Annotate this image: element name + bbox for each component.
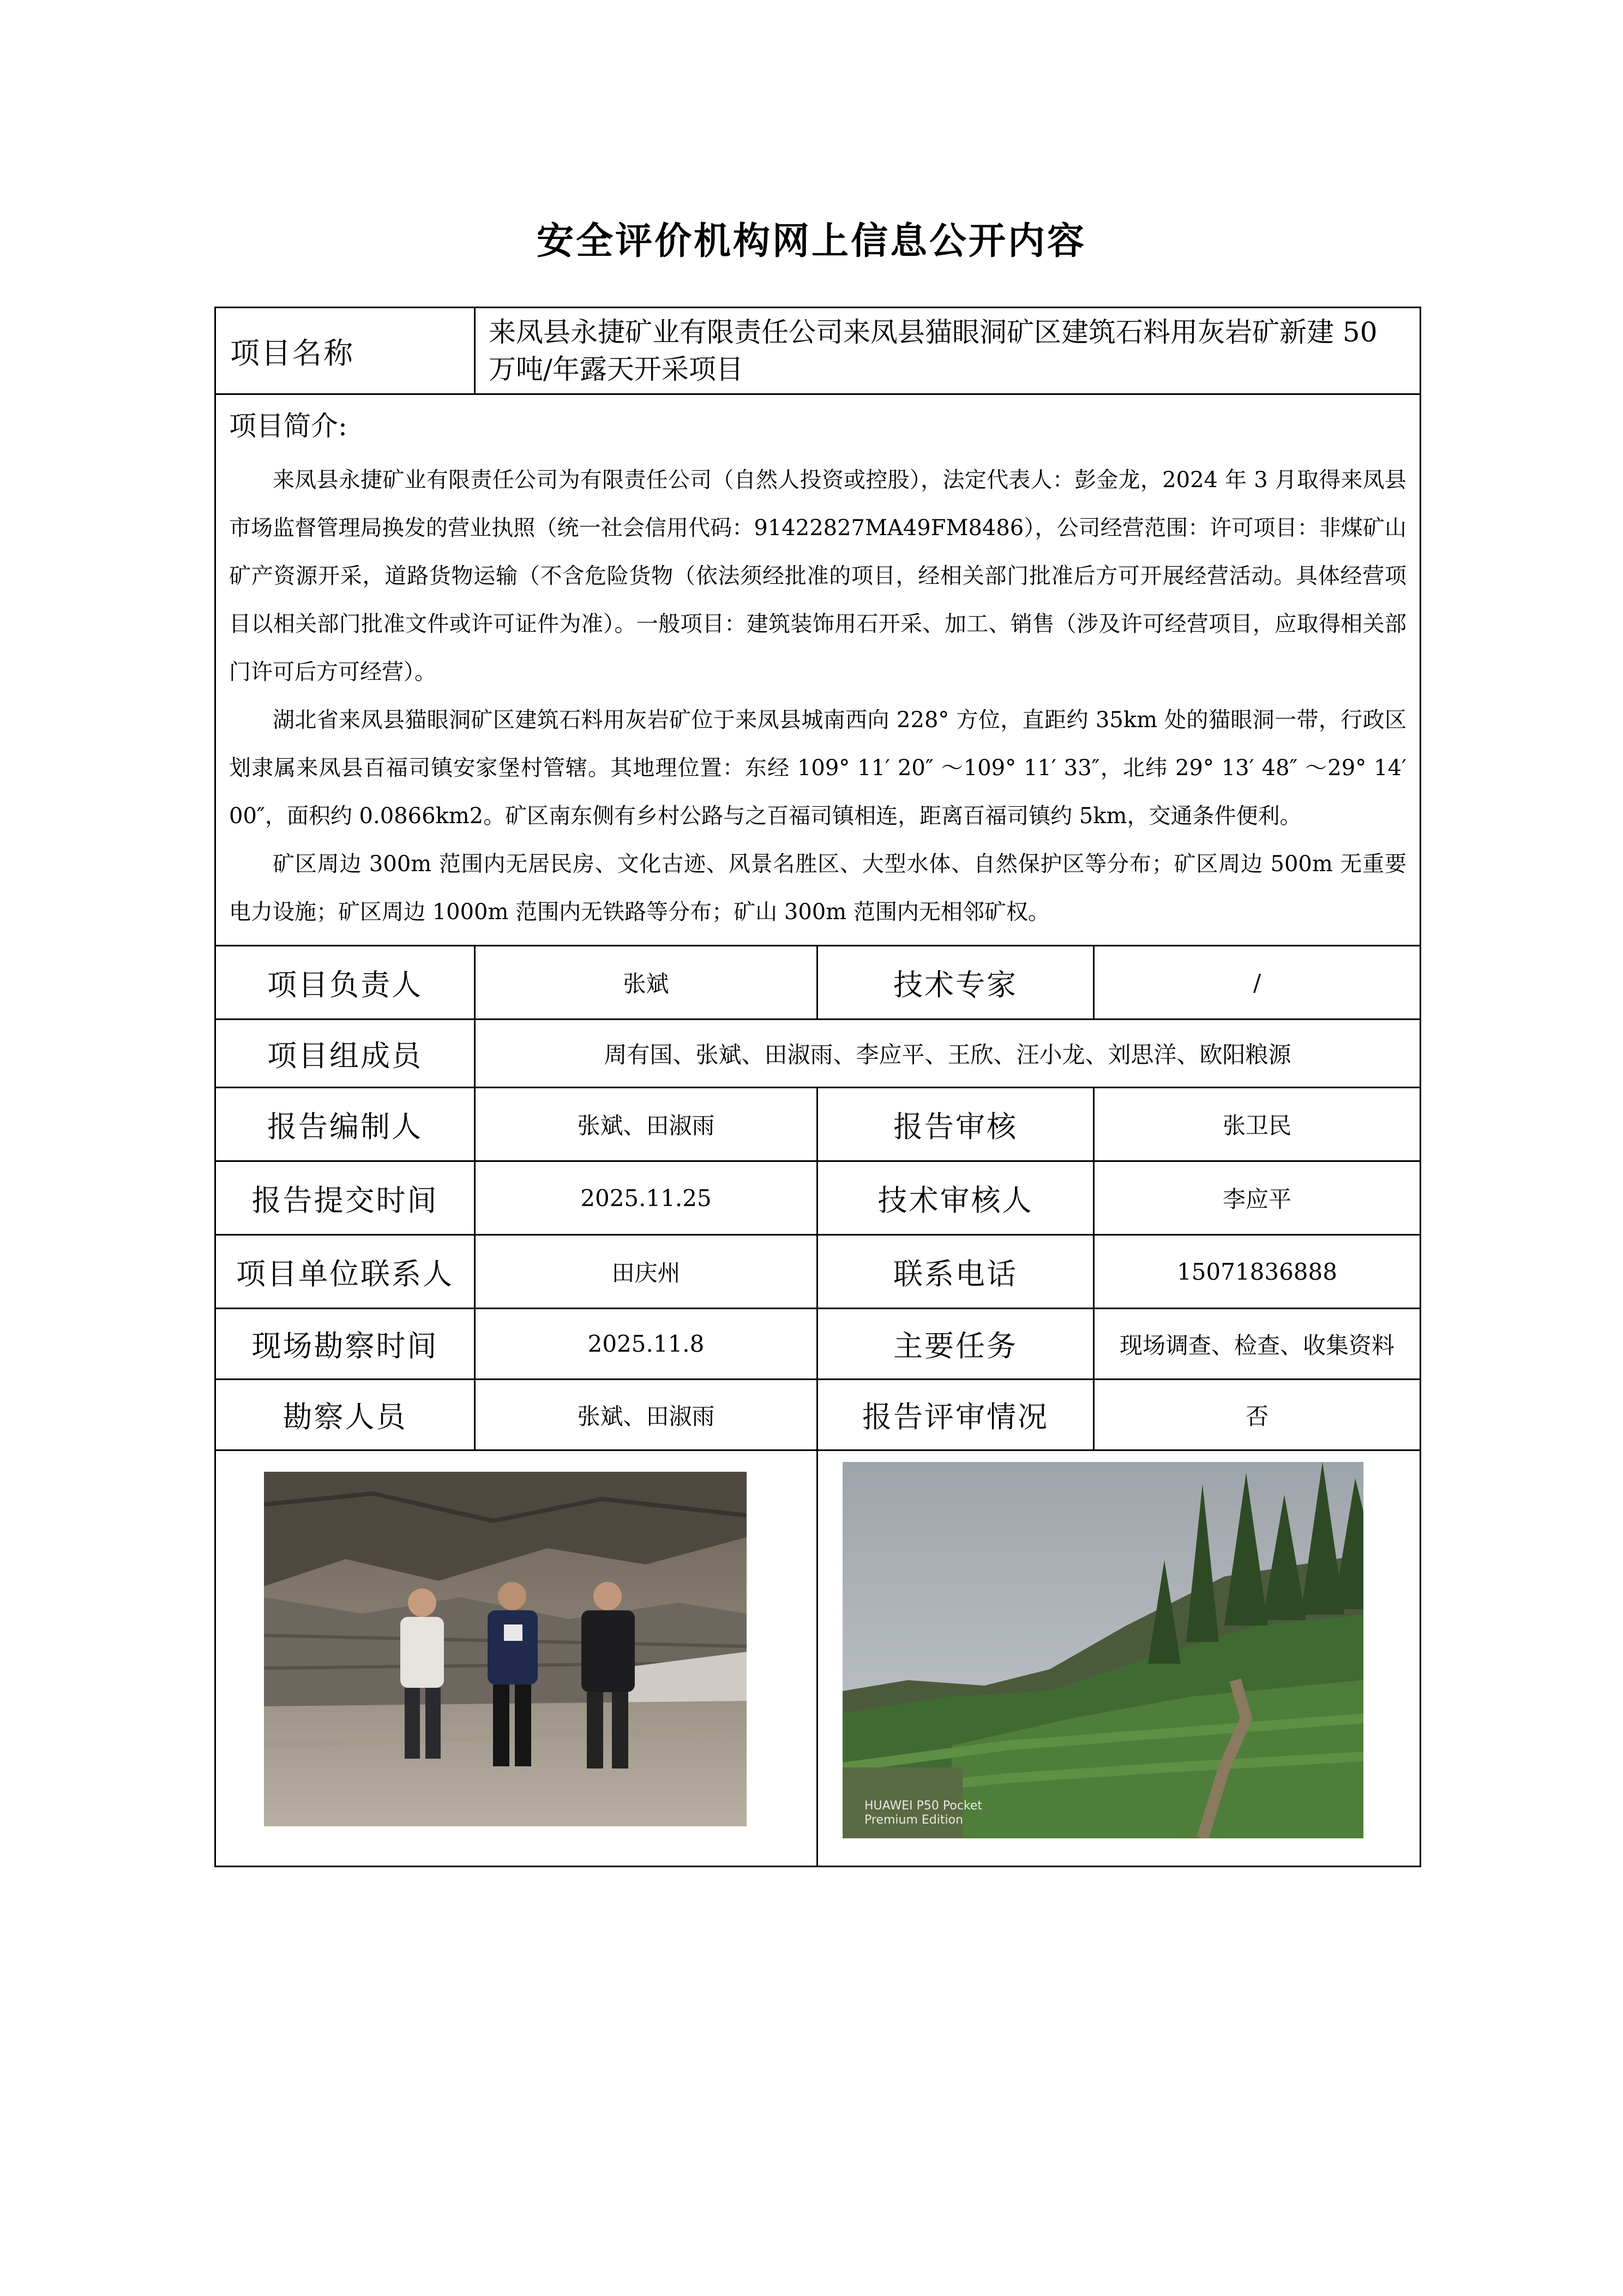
project-name-label: 项目名称: [230, 335, 354, 370]
members-value: 周有国、张斌、田淑雨、李应平、王欣、汪小龙、刘思洋、欧阳粮源: [475, 1020, 1421, 1088]
intro-heading: 项目简介:: [229, 410, 347, 442]
reviewer-value: 张卫民: [1094, 1088, 1421, 1161]
site-photo-landscape-image: [843, 1462, 1363, 1838]
info-table: [214, 307, 1421, 1867]
photo-cell-left: [215, 1450, 817, 1867]
phone-label: 联系电话: [817, 1235, 1094, 1309]
review-status-value: 否: [1094, 1380, 1421, 1450]
tech-reviewer-label: 技术审核人: [817, 1161, 1094, 1235]
author-label: 报告编制人: [215, 1088, 475, 1161]
members-label: 项目组成员: [215, 1020, 475, 1088]
intro-paragraph-1: 来凤县永捷矿业有限责任公司为有限责任公司（自然人投资或控股），法定代表人：彭金龙，2024 年 3 月取得来凤县市场监督管理局换发的营业执照（统一社会信用代码：91422827MA49FM8486），公司经营范围：许可项目：非煤矿山矿产资源开采，道路货物运输（不含危险货物（依法须经批准的项目，经相关部门批准后方可开展经营活动。具体经营项目以相关部门批准文件或许可证件为准）。一般项目：建筑装饰用石开采、加工、销售（涉及许可经营项目，应取得相关部门许可后方可经营）。: [229, 467, 1407, 685]
submit-time-label: 报告提交时间: [215, 1161, 475, 1235]
survey-time-value: 2025.11.8: [475, 1309, 817, 1380]
author-value: 张斌、田淑雨: [475, 1088, 817, 1161]
camera-watermark: [864, 1799, 982, 1827]
reviewer-label: 报告审核: [817, 1088, 1094, 1161]
intro-paragraph-2: 湖北省来凤县猫眼洞矿区建筑石料用灰岩矿位于来凤县城南西向 228° 方位，直距约 35km 处的猫眼洞一带，行政区 划隶属来凤县百福司镇安家堡村管辖。其地理位置：东经 109° 11′ 20″ ～109° 11′ 33″，北纬 29° 13′ 48″ ～29° 14′ 00″，面积约 0.0866km2。矿区南东侧有乡村公路与之百福司镇相连，距离百福司镇约 5km，交通条件便利。: [229, 708, 1407, 829]
task-value: 现场调查、检查、收集资料: [1094, 1309, 1421, 1380]
expert-value: /: [1094, 946, 1421, 1020]
task-label: 主要任务: [817, 1309, 1094, 1380]
site-photo-landscape: [843, 1462, 1363, 1838]
leader-value: 张斌: [475, 946, 817, 1020]
tech-reviewer-value: 李应平: [1094, 1161, 1421, 1235]
watermark-line-2: Premium Edition: [864, 1813, 964, 1827]
expert-label: 技术专家: [817, 946, 1094, 1020]
surveyors-label: 勘察人员: [215, 1380, 475, 1450]
leader-label: 项目负责人: [215, 946, 475, 1020]
page-title: 安全评价机构网上信息公开内容: [536, 220, 1086, 263]
contact-value: 田庆州: [475, 1235, 817, 1309]
phone-value: 15071836888: [1094, 1235, 1421, 1309]
site-photo-people-image: [264, 1472, 747, 1826]
submit-time-value: 2025.11.25: [475, 1161, 817, 1235]
review-status-label: 报告评审情况: [817, 1380, 1094, 1450]
contact-label: 项目单位联系人: [215, 1235, 475, 1309]
surveyors-value: 张斌、田淑雨: [475, 1380, 817, 1450]
watermark-line-1: HUAWEI P50 Pocket: [864, 1799, 983, 1813]
site-photo-people: [264, 1472, 747, 1826]
project-name-value: 来凤县永捷矿业有限责任公司来凤县猫眼洞矿区建筑石料用灰岩矿新建 50 万吨/年露天开采项目: [475, 308, 1421, 394]
project-name-label-cell: [215, 308, 475, 394]
intro-paragraph-3: 矿区周边 300m 范围内无居民房、文化古迹、风景名胜区、大型水体、自然保护区等分布；矿区周边 500m 无重要电力设施；矿区周边 1000m 范围内无铁路等分布；矿山 300m 范围内无相邻矿权。: [229, 852, 1407, 925]
photo-cell-right: [817, 1450, 1421, 1867]
project-intro: [215, 394, 1421, 946]
survey-time-label: 现场勘察时间: [215, 1309, 475, 1380]
